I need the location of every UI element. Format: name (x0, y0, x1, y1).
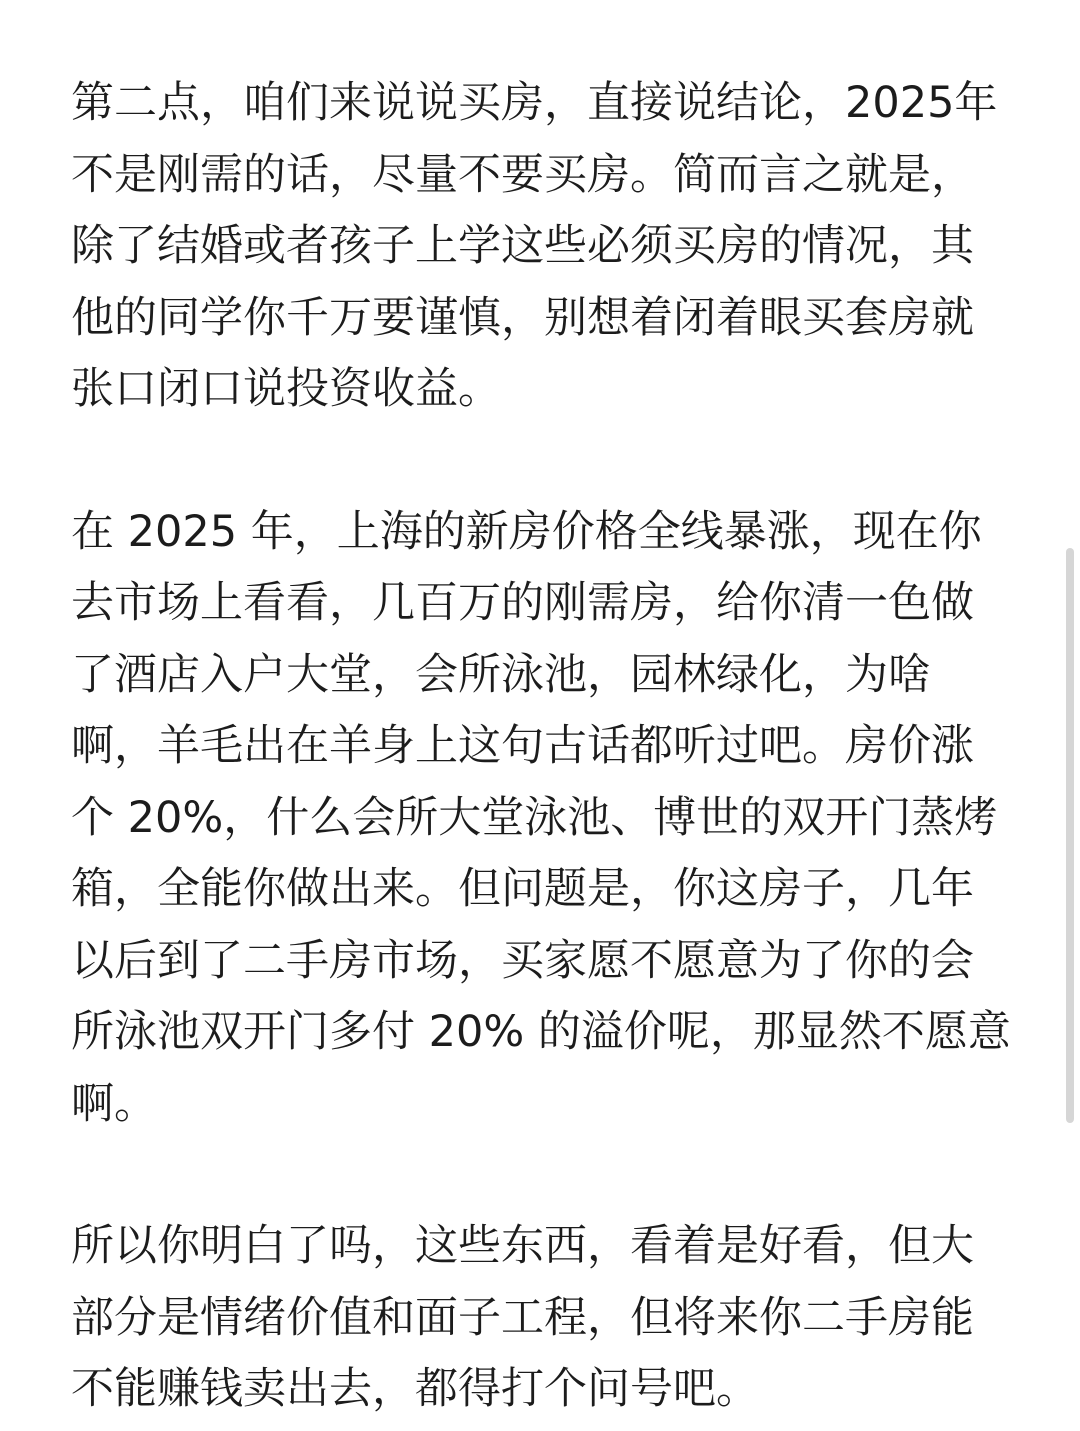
vertical-scrollbar[interactable] (1066, 548, 1074, 1123)
paragraph-2: 在 2025 年，上海的新房价格全线暴涨，现在你去市场上看看，几百万的刚需房，给你清一色做了酒店入户大堂，会所泳池，园林绿化，为啥啊，羊毛出在羊身上这句古话都听过吧。房价涨个 20%，什么会所大堂泳池、博世的双开门蒸烤箱，全能你做出来。但问题是，你这房子，几年以后到了二手房市场，买家愿不愿意为了你的会所泳池双开门多付 20% 的溢价呢，那显然不愿意啊。 (71, 506, 1011, 1129)
paragraph-3: 所以你明白了吗，这些东西，看着是好看，但大部分是情绪价值和面子工程，但将来你二手房能不能赚钱卖出去，都得打个问号吧。 (71, 1221, 974, 1414)
paragraph-1: 第二点，咱们来说说买房，直接说结论，2025年不是刚需的话，尽量不要买房。简而言之就是，除了结婚或者孩子上学这些必须买房的情况，其他的同学你千万要谨慎，别想着闭着眼买套房就张口闭口说投资收益。 (71, 78, 998, 414)
article-body (71, 68, 1011, 1426)
